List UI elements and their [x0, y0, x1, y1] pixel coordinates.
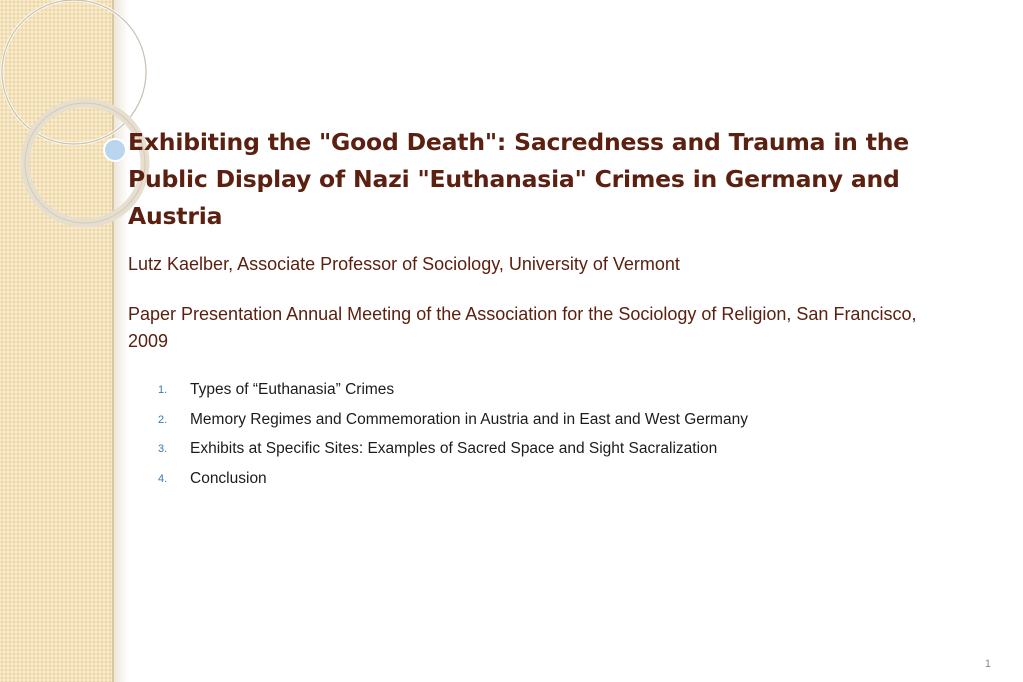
outline-item	[158, 464, 948, 494]
outline-item-number: 4.	[158, 472, 168, 485]
outline-item-text: Memory Regimes and Commemoration in Austria and in East and West Germany	[190, 410, 748, 428]
author-line: Lutz Kaelber, Associate Professor of Sociology, University of Vermont	[128, 254, 680, 274]
blue-dot-icon	[104, 139, 126, 161]
outline-item-text: Types of “Euthanasia” Crimes	[190, 381, 395, 398]
outline-list	[128, 375, 948, 493]
outline-item	[158, 434, 948, 464]
outline-item	[158, 405, 948, 435]
outline-item-number: 2.	[158, 413, 168, 426]
slide-title: Exhibiting the "Good Death": Sacredness and Trauma in the Public Display of Nazi "Euthanasia" Crimes in Germany and Austria	[128, 128, 909, 230]
outline-item-number: 1.	[158, 384, 168, 396]
outline-item	[158, 375, 948, 405]
outline-item-text: Conclusion	[190, 469, 267, 487]
outline-item-number: 3.	[158, 443, 168, 455]
page-number: 1	[984, 658, 991, 670]
presentation-occasion: Paper Presentation Annual Meeting of the Association for the Sociology of Religion, San Francisco, 2009	[128, 304, 917, 351]
outline-item-text: Exhibits at Specific Sites: Examples of Sacred Space and Sight Sacralization	[190, 440, 718, 457]
inner-ring-band	[25, 103, 145, 223]
slide-content	[128, 124, 948, 493]
